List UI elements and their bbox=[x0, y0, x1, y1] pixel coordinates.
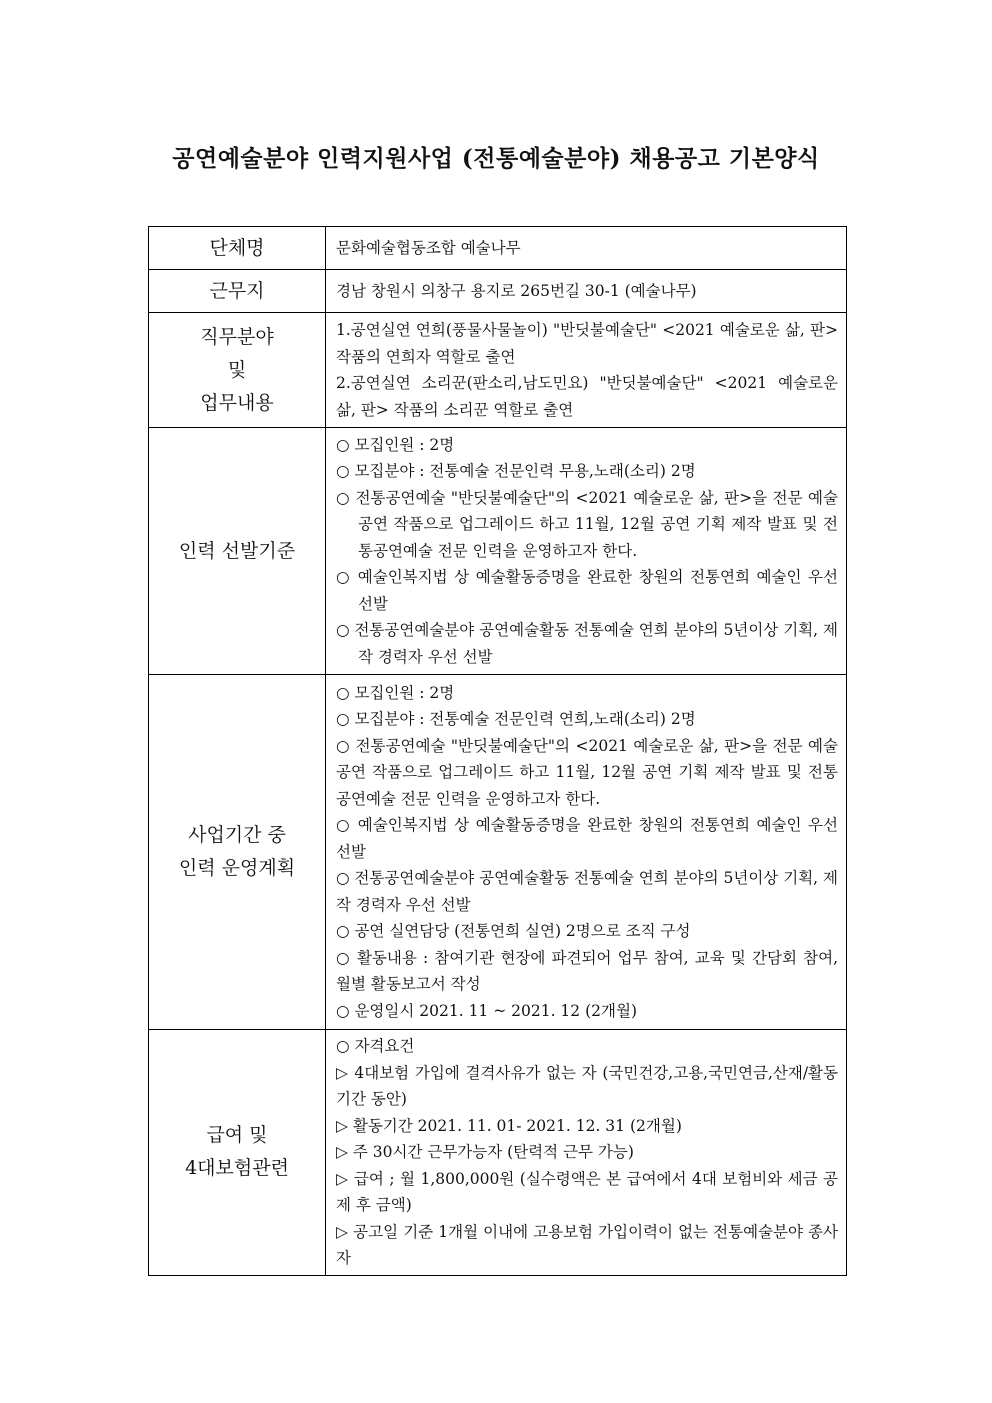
salary-label-line: 급여 및 bbox=[206, 1124, 268, 1147]
selection-item: ○ 전통공연예술 "반딧불예술단"의 <2021 예술로운 삶, 판>을 전문 예술공연 작품으로 업그레이드 하고 11월, 12월 공연 기획 제작 발표 및 전통공연예술 전문 인력을 운영하고자 한다. bbox=[336, 488, 838, 560]
operation-item: ○ 모집분야 : 전통예술 전문인력 연희,노래(소리) 2명 bbox=[336, 710, 696, 729]
duties-label-line: 및 bbox=[227, 358, 247, 381]
salary-content bbox=[326, 1030, 847, 1276]
duty-item: 1.공연실연 연희(풍물사물놀이) "반딧불예술단" <2021 예술로운 삶, 판> 작품의 연희자 역할로 출연 bbox=[336, 321, 838, 366]
table-row-operation bbox=[149, 675, 847, 1030]
recruitment-table bbox=[148, 226, 847, 1276]
table-row-org bbox=[149, 227, 847, 270]
salary-label-line: 4대보험관련 bbox=[185, 1157, 289, 1180]
duty-item: 2.공연실연 소리꾼(판소리,남도민요) "반딧불예술단" <2021 예술로운 삶, 판> 작품의 소리꾼 역할로 출연 bbox=[336, 374, 838, 419]
operation-item: ○ 예술인복지법 상 예술활동증명을 완료한 창원의 전통연희 예술인 우선 선발 bbox=[336, 816, 838, 861]
operation-item: ○ 공연 실연담당 (전통연희 실연) 2명으로 조직 구성 bbox=[336, 922, 691, 941]
salary-label bbox=[149, 1030, 326, 1276]
duties-label bbox=[149, 313, 326, 428]
selection-label: 인력 선발기준 bbox=[149, 428, 326, 675]
org-value: 문화예술협동조합 예술나무 bbox=[326, 227, 847, 270]
document-title: 공연예술분야 인력지원사업 (전통예술분야) 채용공고 기본양식 bbox=[172, 145, 820, 172]
table-row-salary bbox=[149, 1030, 847, 1276]
salary-item: ▷ 공고일 기준 1개월 이내에 고용보험 가입이력이 없는 전통예술분야 종사자 bbox=[336, 1222, 838, 1267]
table-row-duties bbox=[149, 313, 847, 428]
operation-item: ○ 운영일시 2021. 11 ~ 2021. 12 (2개월) bbox=[336, 1001, 637, 1020]
duties-content bbox=[326, 313, 847, 428]
org-label: 단체명 bbox=[149, 227, 326, 270]
location-value: 경남 창원시 의창구 용지로 265번길 30-1 (예술나무) bbox=[326, 270, 847, 313]
selection-item: ○ 모집인원 : 2명 bbox=[336, 435, 455, 454]
operation-item: ○ 전통공연예술분야 공연예술활동 전통예술 연희 분야의 5년이상 기획, 제작 경력자 우선 선발 bbox=[336, 869, 838, 914]
table-row-location bbox=[149, 270, 847, 313]
operation-item: ○ 전통공연예술 "반딧불예술단"의 <2021 예술로운 삶, 판>을 전문 예술공연 작품으로 업그레이드 하고 11월, 12월 공연 기획 제작 발표 및 전통공연예술 전문 인력을 운영하고자 한다. bbox=[336, 736, 838, 808]
selection-content bbox=[326, 428, 847, 675]
operation-label bbox=[149, 675, 326, 1030]
selection-item: ○ 모집분야 : 전통예술 전문인력 무용,노래(소리) 2명 bbox=[336, 462, 696, 481]
operation-item: ○ 활동내용 : 참여기관 현장에 파견되어 업무 참여, 교육 및 간담회 참여, 월별 활동보고서 작성 bbox=[336, 948, 838, 994]
location-label: 근무지 bbox=[149, 270, 326, 313]
selection-item: ○ 예술인복지법 상 예술활동증명을 완료한 창원의 전통연희 예술인 우선 선발 bbox=[336, 568, 838, 613]
salary-item: ▷ 급여 ; 월 1,800,000원 (실수령액은 본 급여에서 4대 보험비와 세금 공제 후 금액) bbox=[336, 1169, 838, 1214]
salary-item: ▷ 4대보험 가입에 결격사유가 없는 자 (국민건강,고용,국민연금,산재/활동기간 동안) bbox=[336, 1063, 838, 1108]
salary-item: ▷ 주 30시간 근무가능자 (탄력적 근무 가능) bbox=[336, 1143, 634, 1161]
salary-item: ▷ 활동기간 2021. 11. 01- 2021. 12. 31 (2개월) bbox=[336, 1116, 682, 1135]
duties-label-line: 직무분야 bbox=[200, 325, 274, 348]
selection-item: ○ 전통공연예술분야 공연예술활동 전통예술 연희 분야의 5년이상 기획, 제작 경력자 우선 선발 bbox=[336, 621, 838, 666]
operation-item: ○ 모집인원 : 2명 bbox=[336, 683, 455, 702]
operation-label-line: 인력 운영계획 bbox=[178, 857, 296, 879]
operation-content bbox=[326, 675, 847, 1030]
salary-item: ○ 자격요건 bbox=[336, 1037, 415, 1055]
table-row-selection bbox=[149, 428, 847, 675]
operation-label-line: 사업기간 중 bbox=[188, 824, 286, 846]
duties-label-line: 업무내용 bbox=[200, 391, 274, 414]
